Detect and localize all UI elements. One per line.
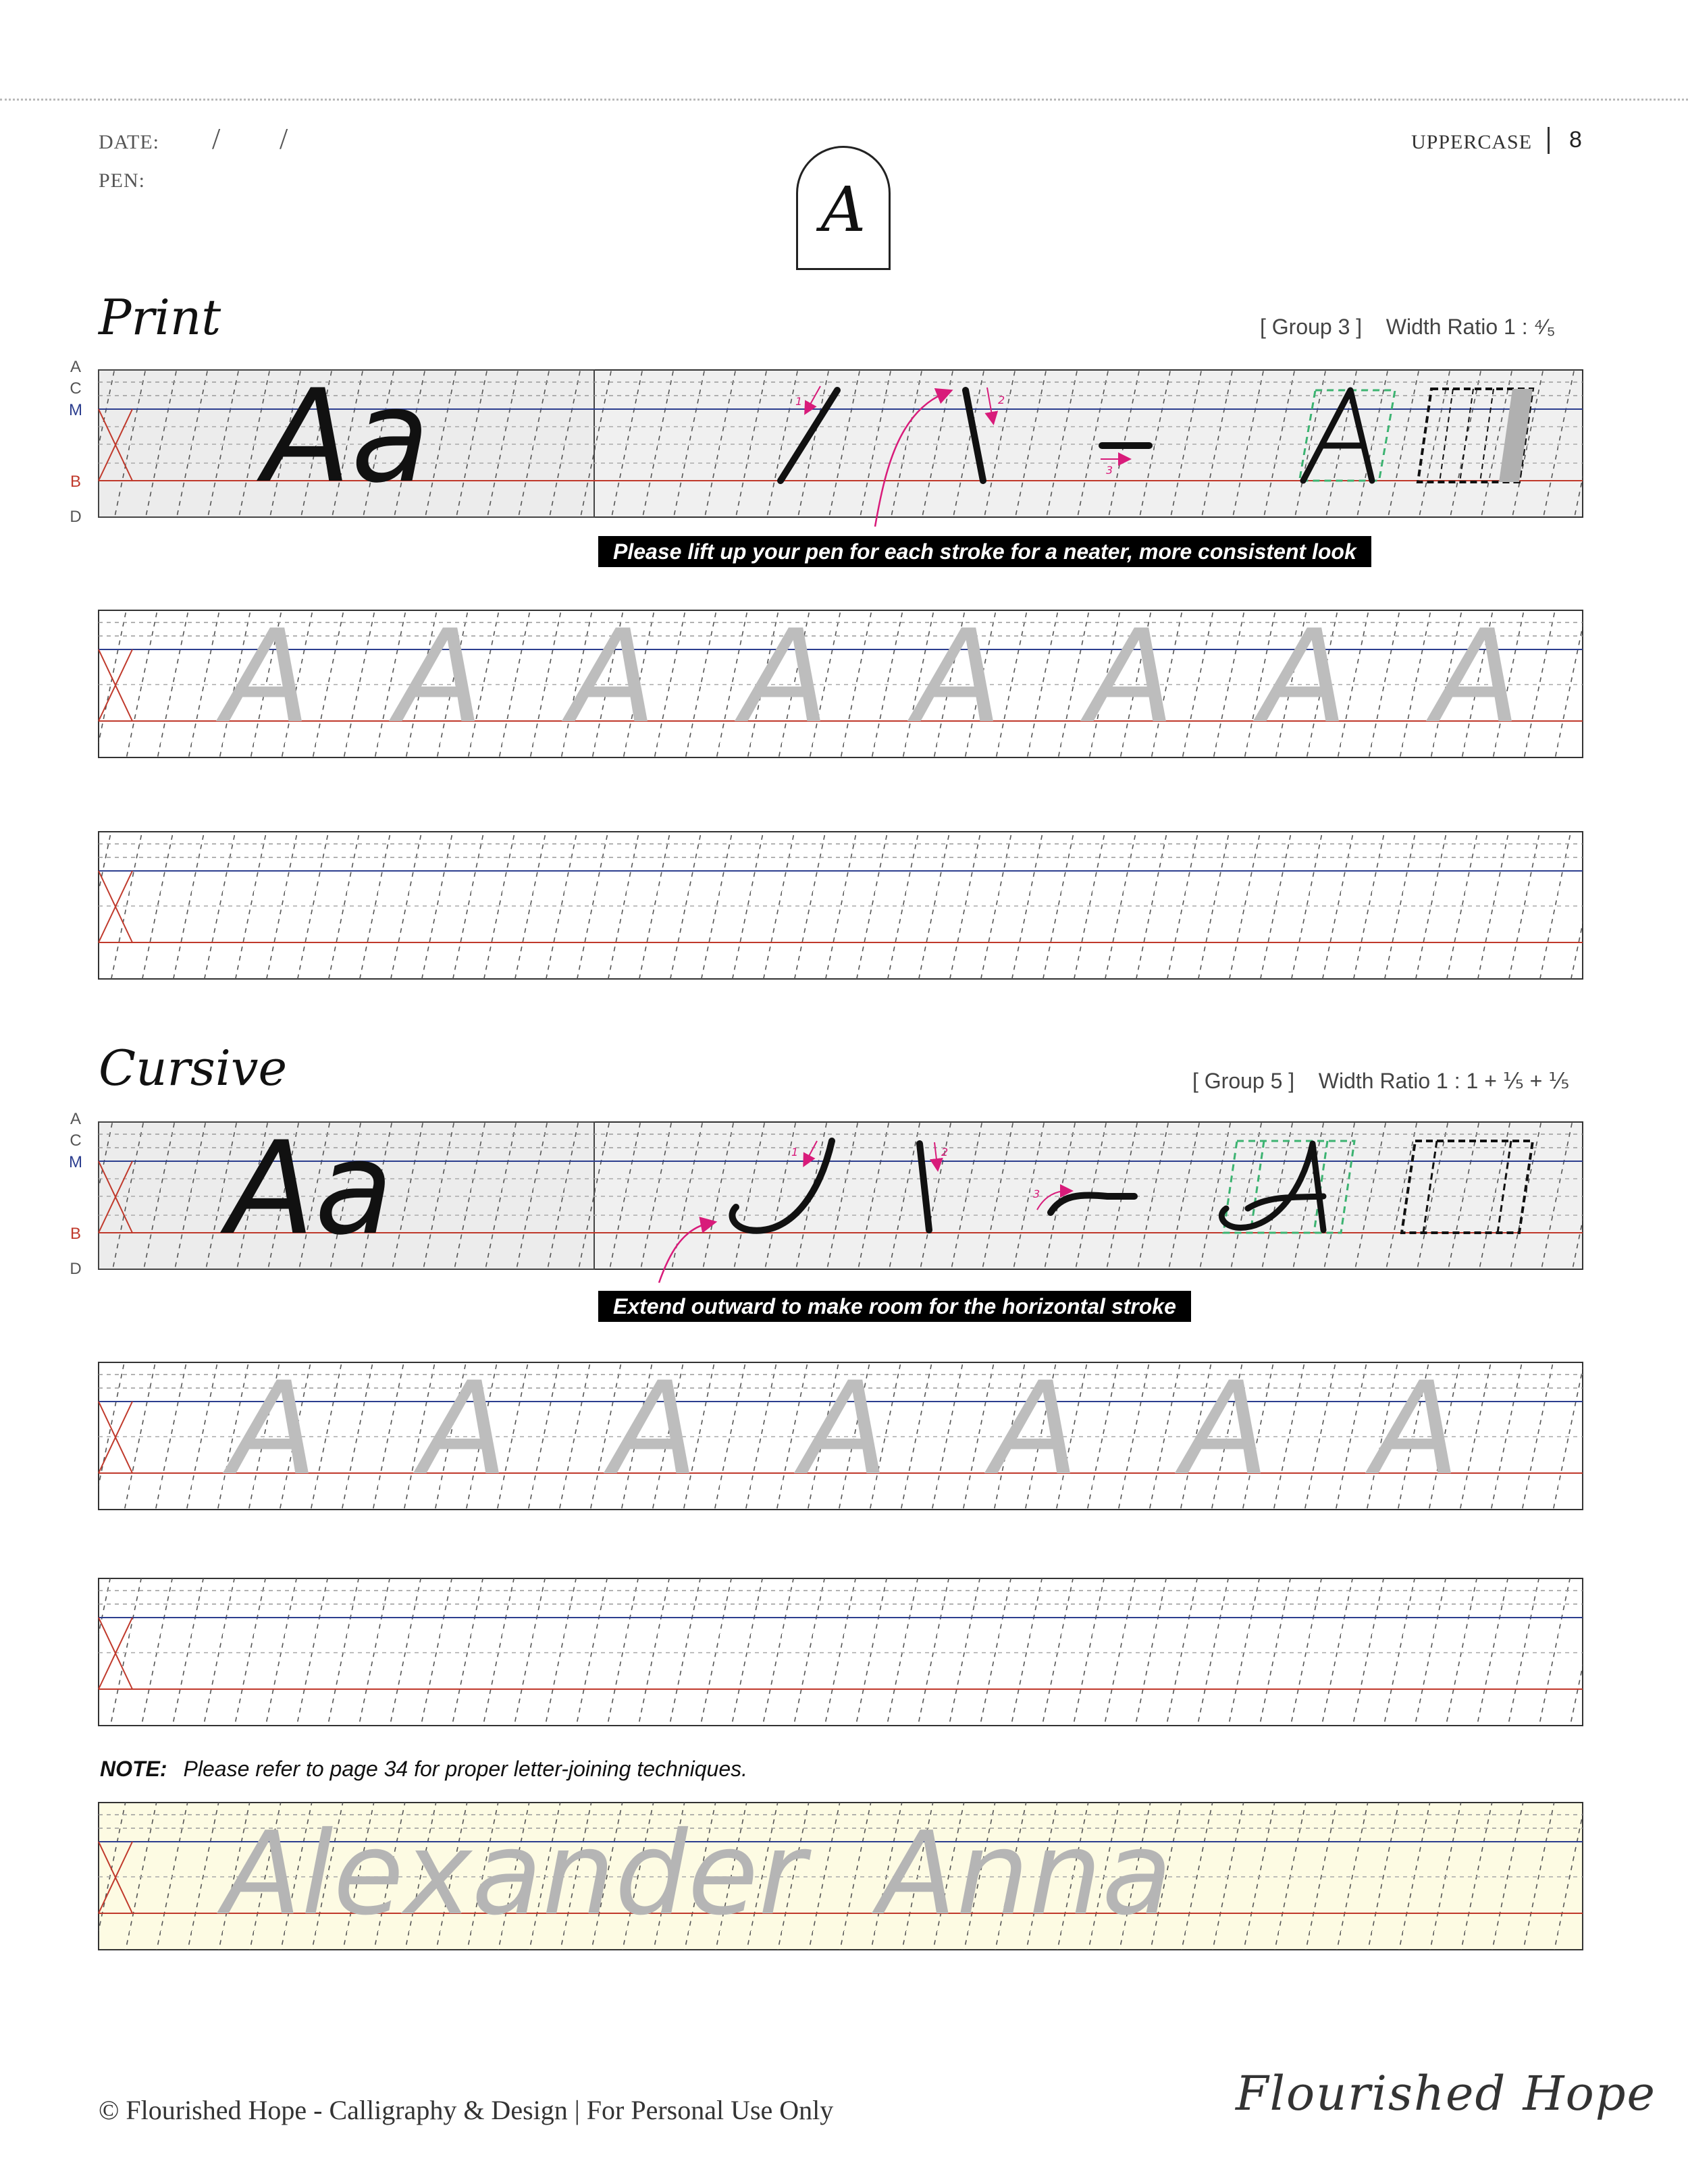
stroke-number: 3	[1106, 464, 1113, 477]
print-practice-row	[99, 832, 1583, 979]
cursive-practice-row	[99, 1578, 1583, 1726]
trace-letter: A	[1260, 602, 1348, 751]
trace-letter: A	[569, 602, 656, 751]
joining-note	[100, 1757, 747, 1782]
words-trace-row	[99, 1803, 1583, 1950]
trace-letter: A	[801, 1354, 889, 1503]
guide-label-c: C	[70, 379, 82, 398]
cursive-group: [ Group 5 ]	[1192, 1069, 1295, 1093]
trace-letter: A	[1087, 602, 1175, 751]
date-separator: /	[212, 122, 221, 155]
pen-label: PEN:	[99, 169, 146, 192]
footer-copyright: © Flourished Hope - Calligraphy & Design | For Personal Use Only	[99, 2095, 834, 2125]
stroke-number: 2	[998, 394, 1005, 406]
guide-label-a: A	[70, 358, 81, 376]
trace-letter: A	[1433, 602, 1521, 751]
guide-label-b: B	[70, 473, 81, 491]
guide-label-a: A	[70, 1110, 81, 1128]
trace-letter: A	[1182, 1354, 1269, 1503]
print-width-ratio: Width Ratio 1 : ⁴⁄₅	[1386, 315, 1556, 339]
tip-banner-cursive: Extend outward to make room for the horizontal stroke	[598, 1291, 1191, 1322]
stroke-number: 2	[941, 1146, 949, 1158]
tip-banner-print: Please lift up your pen for each stroke for a neater, more consistent look	[598, 536, 1371, 567]
trace-letter: A	[230, 1354, 317, 1503]
date-separator: /	[280, 122, 288, 155]
trace-letter: A	[396, 602, 483, 751]
guide-label-d: D	[70, 508, 82, 526]
section-title-cursive: Cursive	[99, 1040, 288, 1096]
trace-letter: A	[610, 1354, 698, 1503]
trace-word-1: Alexander	[223, 1807, 806, 1941]
trace-letter: A	[741, 602, 829, 751]
cursive-demo-row	[99, 1114, 1583, 1283]
guide-label-b: B	[70, 1225, 81, 1243]
trace-letter: A	[420, 1354, 508, 1503]
brand-logo: Flourished Hope	[1236, 2066, 1656, 2121]
guide-label-m: M	[69, 1153, 82, 1171]
trace-letter: A	[1372, 1354, 1460, 1503]
guide-label-d: D	[70, 1260, 82, 1278]
trace-letter: A	[223, 602, 311, 751]
stroke-number: 1	[791, 1146, 799, 1158]
print-trace-row	[99, 602, 1583, 757]
page-category: UPPERCASE	[1411, 131, 1533, 153]
trace-letter: A	[914, 602, 1002, 751]
print-group: [ Group 3 ]	[1260, 315, 1363, 339]
note-text: Please refer to page 34 for proper letter-joining techniques.	[183, 1757, 748, 1781]
page-number: 8	[1569, 127, 1582, 153]
stroke-number: 3	[1033, 1188, 1040, 1200]
cursive-group-label	[1192, 1068, 1569, 1094]
trace-letter: A	[991, 1354, 1079, 1503]
print-demo-row	[99, 362, 1583, 527]
cursive-width-ratio: Width Ratio 1 : 1 + ⅕ + ⅕	[1318, 1069, 1570, 1093]
date-label: DATE:	[99, 131, 159, 153]
cursive-trace-row	[99, 1354, 1583, 1510]
stroke-number: 1	[795, 395, 803, 408]
print-example-text: Aa	[263, 362, 430, 511]
note-label: NOTE:	[100, 1757, 167, 1781]
guide-label-m: M	[69, 401, 82, 419]
cursive-example-text: Aa	[227, 1114, 394, 1263]
letter-badge-letter: A	[820, 174, 866, 246]
trace-word-2: Anna	[878, 1807, 1172, 1941]
guide-label-c: C	[70, 1131, 82, 1150]
section-title-print: Print	[99, 289, 221, 346]
